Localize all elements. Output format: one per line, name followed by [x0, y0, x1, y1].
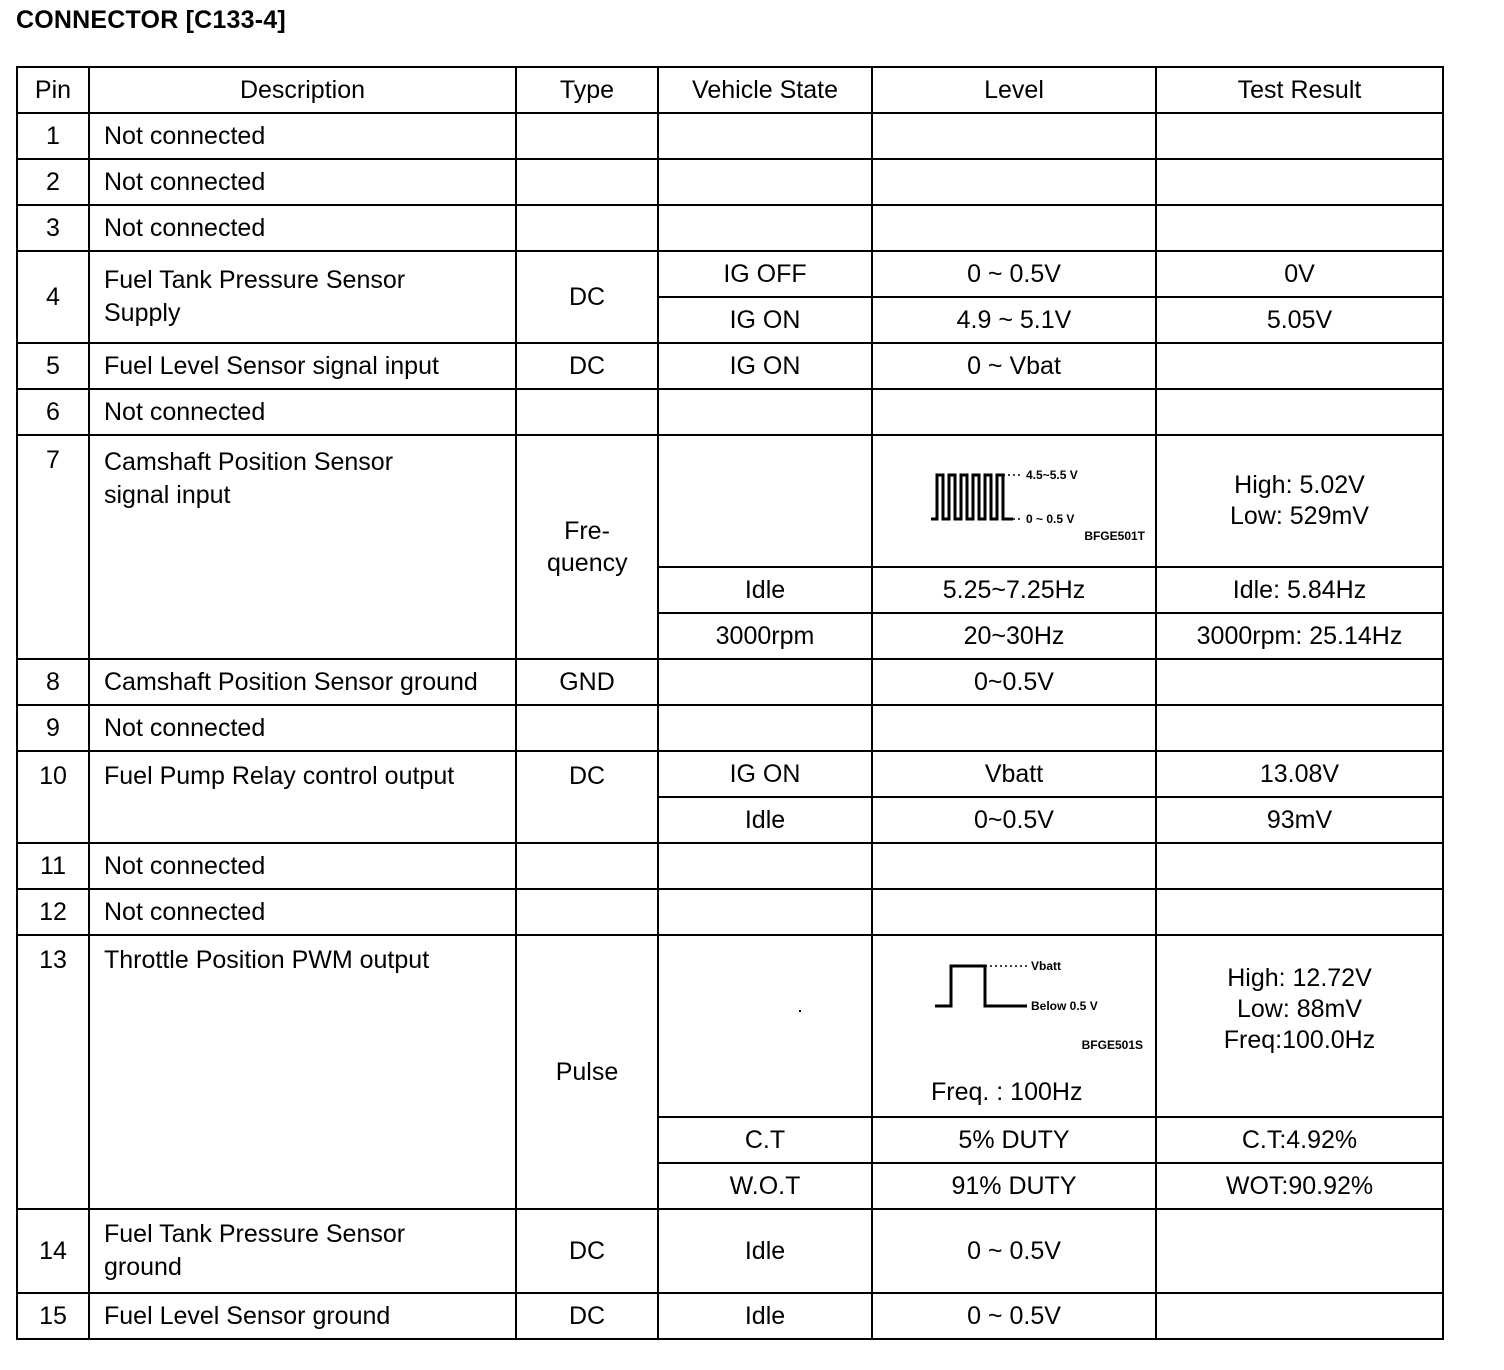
test-result — [1156, 1209, 1443, 1293]
vehicle-state: C.T — [658, 1117, 872, 1163]
pin-description: Not connected — [89, 205, 516, 251]
pin-number: 10 — [17, 751, 89, 843]
pin-description: Not connected — [89, 113, 516, 159]
level: 4.9 ~ 5.1V — [872, 297, 1156, 343]
pulse-wave-diagram — [873, 938, 1155, 1114]
pin-description: Fuel Level Sensor signal input — [89, 343, 516, 389]
wave-high-label: 4.5~5.5 V — [1026, 468, 1078, 482]
level-waveform-cell — [872, 935, 1156, 1117]
test-result — [1156, 935, 1443, 1117]
pin-type: DC — [516, 343, 658, 389]
vehicle-state: IG ON — [658, 751, 872, 797]
vehicle-state — [658, 659, 872, 705]
pin-number: 4 — [17, 251, 89, 343]
pin-number: 1 — [17, 113, 89, 159]
pin-description-text: Camshaft Position Sensor signal input — [104, 448, 394, 509]
table-row — [17, 659, 1443, 705]
level: 5.25~7.25Hz — [872, 567, 1156, 613]
test-result: 3000rpm: 25.14Hz — [1156, 613, 1443, 659]
vehicle-state: Idle — [658, 567, 872, 613]
pulse-wave-icon — [935, 958, 1125, 1018]
pin-number: 5 — [17, 343, 89, 389]
pin-type: DC — [516, 1293, 658, 1339]
pin-type — [516, 435, 658, 659]
table-row — [17, 843, 1443, 889]
vehicle-state: IG ON — [658, 297, 872, 343]
pin-number: 3 — [17, 205, 89, 251]
pin-description: Camshaft Position Sensor ground — [89, 659, 516, 705]
wave-low-label: Below 0.5 V — [1031, 999, 1098, 1013]
test-result: WOT:90.92% — [1156, 1163, 1443, 1209]
pin-description — [89, 435, 516, 659]
pin-number: 13 — [17, 935, 89, 1209]
pin-number: 11 — [17, 843, 89, 889]
pin-number: 9 — [17, 705, 89, 751]
pin-number: 14 — [17, 1209, 89, 1293]
wave-code: BFGE501S — [1081, 1038, 1143, 1052]
level: 0 ~ Vbat — [872, 343, 1156, 389]
table-row — [17, 435, 1443, 567]
level: 0 ~ 0.5V — [872, 1293, 1156, 1339]
pin-description: Fuel Level Sensor ground — [89, 1293, 516, 1339]
table-header-row — [17, 67, 1443, 113]
pin-type: DC — [516, 1209, 658, 1293]
square-wave-icon — [931, 467, 1101, 527]
pin-type: DC — [516, 751, 658, 843]
table-row — [17, 113, 1443, 159]
pin-number: 2 — [17, 159, 89, 205]
wave-results — [1157, 963, 1442, 1056]
test-result: 93mV — [1156, 797, 1443, 843]
table-row — [17, 205, 1443, 251]
level: 91% DUTY — [872, 1163, 1156, 1209]
test-result: 0V — [1156, 251, 1443, 297]
header-pin: Pin — [17, 67, 89, 113]
table-row — [17, 159, 1443, 205]
vehicle-state: IG ON — [658, 343, 872, 389]
pin-description: Fuel Pump Relay control output — [89, 751, 516, 843]
pin-description: Not connected — [89, 889, 516, 935]
pin-number: 7 — [17, 435, 89, 659]
vehicle-state — [658, 435, 872, 567]
test-result — [1156, 659, 1443, 705]
scan-speck — [799, 1010, 801, 1012]
table-row — [17, 1293, 1443, 1339]
connector-title: CONNECTOR [C133-4] — [16, 6, 286, 34]
table-row — [17, 343, 1443, 389]
result-low: Low: 529mV — [1230, 502, 1369, 530]
wave-high-label: Vbatt — [1031, 959, 1061, 973]
pin-description-text: Fuel Tank Pressure Sensor ground — [104, 1220, 406, 1281]
vehicle-state: Idle — [658, 1293, 872, 1339]
level: 0~0.5V — [872, 659, 1156, 705]
pin-number: 8 — [17, 659, 89, 705]
level: 5% DUTY — [872, 1117, 1156, 1163]
pin-type-text: Fre-quency — [547, 517, 628, 577]
pin-description: Not connected — [89, 159, 516, 205]
result-low: Low: 88mV — [1236, 994, 1363, 1023]
vehicle-state: 3000rpm — [658, 613, 872, 659]
connector-pin-table — [16, 66, 1444, 1340]
table-row — [17, 705, 1443, 751]
pin-type: GND — [516, 659, 658, 705]
pin-number: 12 — [17, 889, 89, 935]
wave-frequency: Freq. : 100Hz — [931, 1078, 1083, 1106]
test-result: Idle: 5.84Hz — [1156, 567, 1443, 613]
table-row — [17, 389, 1443, 435]
level: 0~0.5V — [872, 797, 1156, 843]
vehicle-state: W.O.T — [658, 1163, 872, 1209]
test-result — [1156, 343, 1443, 389]
pin-type: DC — [516, 251, 658, 343]
level: 0 ~ 0.5V — [872, 251, 1156, 297]
result-high: High: 5.02V — [1234, 471, 1365, 499]
wave-code: BFGE501T — [1084, 529, 1145, 543]
level: Vbatt — [872, 751, 1156, 797]
test-result: 5.05V — [1156, 297, 1443, 343]
result-freq: Freq:100.0Hz — [1223, 1025, 1376, 1054]
header-type: Type — [516, 67, 658, 113]
header-test-result: Test Result — [1156, 67, 1443, 113]
vehicle-state: Idle — [658, 1209, 872, 1293]
test-result — [1156, 1293, 1443, 1339]
level-waveform-cell — [872, 435, 1156, 567]
table-row — [17, 935, 1443, 1117]
level: 20~30Hz — [872, 613, 1156, 659]
pin-description — [89, 1209, 516, 1293]
pin-description — [89, 251, 516, 343]
level: 0 ~ 0.5V — [872, 1209, 1156, 1293]
vehicle-state: Idle — [658, 797, 872, 843]
table-row — [17, 1209, 1443, 1293]
header-description: Description — [89, 67, 516, 113]
header-vehicle-state: Vehicle State — [658, 67, 872, 113]
result-high: High: 12.72V — [1227, 963, 1372, 992]
wave-results — [1157, 470, 1442, 532]
pin-description: Throttle Position PWM output — [89, 935, 516, 1209]
wave-low-label: 0 ~ 0.5 V — [1026, 512, 1075, 526]
pin-description: Not connected — [89, 705, 516, 751]
pin-number: 6 — [17, 389, 89, 435]
test-result: 13.08V — [1156, 751, 1443, 797]
table-row — [17, 889, 1443, 935]
pin-description: Not connected — [89, 843, 516, 889]
table-row — [17, 251, 1443, 297]
pin-description-text: Fuel Tank Pressure Sensor Supply — [104, 266, 406, 327]
pin-description: Not connected — [89, 389, 516, 435]
vehicle-state — [658, 935, 872, 1117]
pin-number: 15 — [17, 1293, 89, 1339]
table-row — [17, 751, 1443, 797]
test-result: C.T:4.92% — [1156, 1117, 1443, 1163]
vehicle-state: IG OFF — [658, 251, 872, 297]
pin-type: Pulse — [516, 935, 658, 1209]
header-level: Level — [872, 67, 1156, 113]
square-wave-diagram — [873, 445, 1155, 557]
test-result — [1156, 435, 1443, 567]
